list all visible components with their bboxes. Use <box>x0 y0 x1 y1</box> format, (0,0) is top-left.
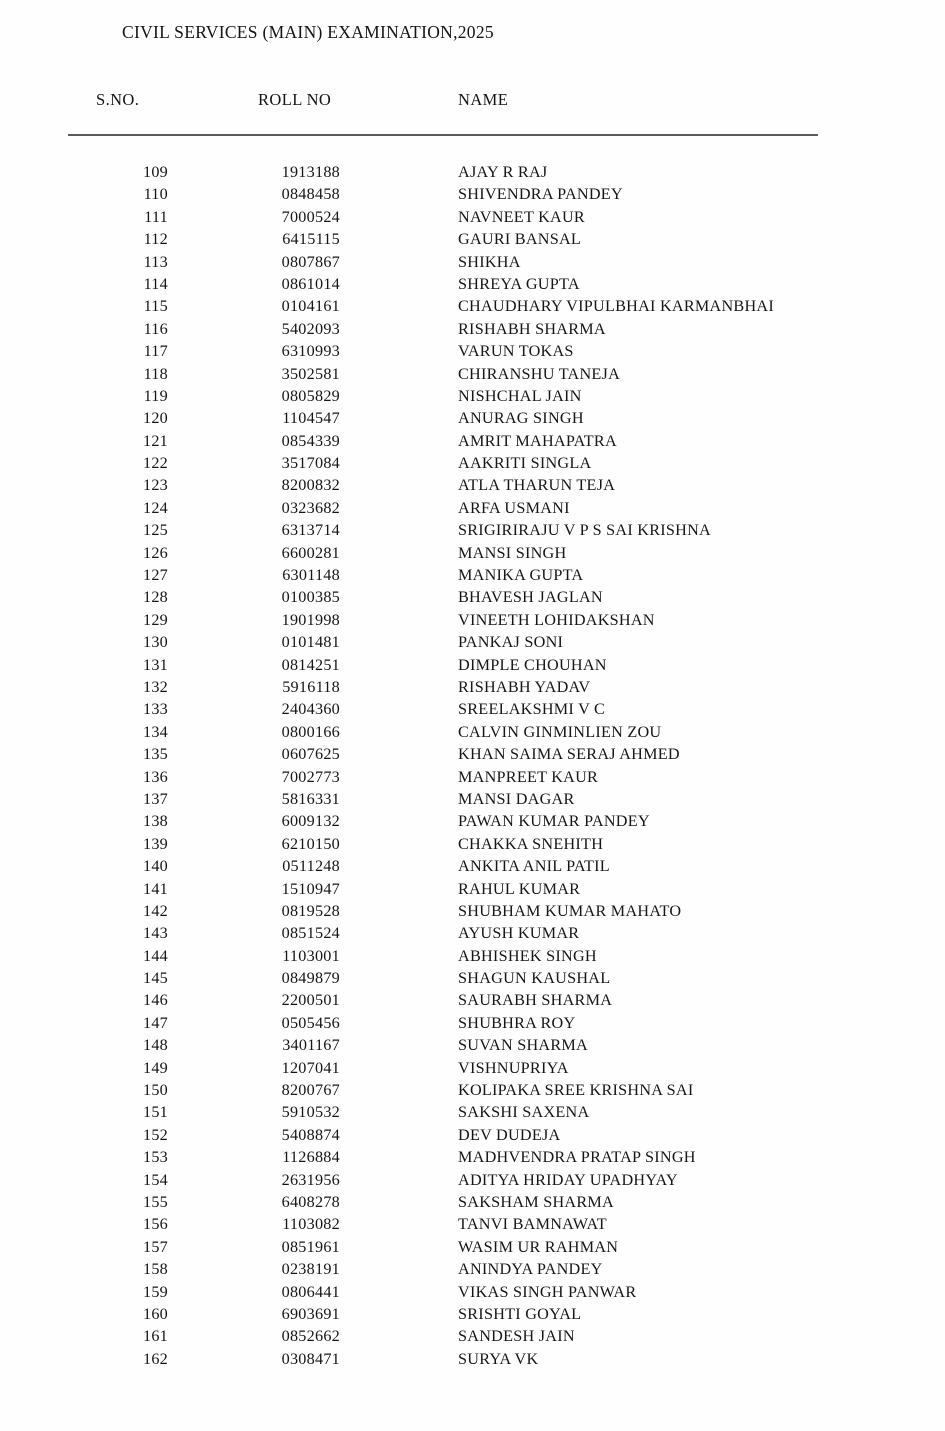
table-row <box>0 1304 945 1326</box>
cell-roll-no: 5408874 <box>281 1125 340 1144</box>
table-row <box>0 565 945 587</box>
cell-sno: 154 <box>142 1170 168 1189</box>
cell-name: BHAVESH JAGLAN <box>458 588 603 607</box>
cell-sno: 135 <box>142 745 168 764</box>
cell-sno: 112 <box>143 230 168 249</box>
table-row <box>0 319 945 341</box>
cell-roll-no: 6415115 <box>282 230 340 249</box>
cell-roll-no: 0849879 <box>281 969 340 988</box>
cell-roll-no: 3517084 <box>281 454 340 473</box>
cell-sno: 113 <box>143 252 168 271</box>
cell-sno: 136 <box>142 767 168 786</box>
cell-name: CHAUDHARY VIPULBHAI KARMANBHAI <box>458 297 774 316</box>
cell-sno: 137 <box>142 789 168 808</box>
cell-roll-no: 1104547 <box>282 409 340 428</box>
cell-roll-no: 1207041 <box>281 1058 340 1077</box>
cell-sno: 147 <box>142 1013 168 1032</box>
cell-roll-no: 0800166 <box>281 722 340 741</box>
table-row <box>0 946 945 968</box>
cell-roll-no: 0100385 <box>281 588 340 607</box>
cell-name: AYUSH KUMAR <box>458 924 580 943</box>
cell-sno: 115 <box>143 297 168 316</box>
table-row <box>0 453 945 475</box>
cell-roll-no: 7000524 <box>281 207 340 226</box>
cell-sno: 159 <box>142 1282 168 1301</box>
cell-sno: 111 <box>144 207 168 226</box>
column-header-sno: S.NO. <box>96 90 140 109</box>
cell-name: SAKSHAM SHARMA <box>458 1192 614 1211</box>
cell-name: SUVAN SHARMA <box>458 1036 588 1055</box>
cell-sno: 141 <box>142 879 168 898</box>
cell-sno: 120 <box>142 409 168 428</box>
table-row <box>0 632 945 654</box>
cell-sno: 114 <box>143 274 168 293</box>
column-header-name: NAME <box>458 90 509 109</box>
cell-name: MANIKA GUPTA <box>458 566 584 585</box>
cell-roll-no: 6210150 <box>281 834 340 853</box>
table-row <box>0 1013 945 1035</box>
table-row <box>0 1125 945 1147</box>
cell-sno: 125 <box>142 521 168 540</box>
table-row <box>0 475 945 497</box>
table-row <box>0 767 945 789</box>
table-row <box>0 744 945 766</box>
cell-roll-no: 6313714 <box>281 521 340 540</box>
cell-name: AMRIT MAHAPATRA <box>458 431 617 450</box>
table-row <box>0 923 945 945</box>
cell-roll-no: 2200501 <box>281 991 340 1010</box>
table-row <box>0 252 945 274</box>
cell-roll-no: 5402093 <box>281 319 340 338</box>
cell-name: SREELAKSHMI V C <box>458 700 606 719</box>
cell-roll-no: 0805829 <box>281 386 340 405</box>
cell-sno: 152 <box>142 1125 168 1144</box>
cell-sno: 117 <box>143 342 168 361</box>
table-row <box>0 162 945 184</box>
page-title: CIVIL SERVICES (MAIN) EXAMINATION,2025 <box>122 22 494 42</box>
cell-sno: 158 <box>142 1260 168 1279</box>
cell-name: ANINDYA PANDEY <box>458 1260 603 1279</box>
cell-sno: 127 <box>142 566 168 585</box>
cell-name: VIKAS SINGH PANWAR <box>458 1282 637 1301</box>
cell-roll-no: 0851961 <box>281 1237 340 1256</box>
cell-name: MANSI DAGAR <box>458 789 575 808</box>
cell-roll-no: 0323682 <box>281 498 340 517</box>
cell-sno: 155 <box>142 1192 168 1211</box>
cell-roll-no: 0308471 <box>281 1349 340 1368</box>
table-row <box>0 1259 945 1281</box>
cell-roll-no: 6310993 <box>281 342 340 361</box>
cell-roll-no: 2404360 <box>281 700 340 719</box>
cell-name: ANKITA ANIL PATIL <box>458 857 610 876</box>
cell-roll-no: 8200832 <box>281 476 340 495</box>
cell-name: RAHUL KUMAR <box>458 879 581 898</box>
cell-sno: 156 <box>142 1215 168 1234</box>
cell-name: CHIRANSHU TANEJA <box>458 364 621 383</box>
cell-sno: 153 <box>142 1148 168 1167</box>
cell-name: DIMPLE CHOUHAN <box>458 655 607 674</box>
cell-roll-no: 6600281 <box>281 543 340 562</box>
cell-name: SAKSHI SAXENA <box>458 1103 590 1122</box>
table-body <box>0 162 945 1371</box>
cell-roll-no: 2631956 <box>281 1170 340 1189</box>
cell-name: SHAGUN KAUSHAL <box>458 969 611 988</box>
cell-name: RISHABH YADAV <box>458 677 591 696</box>
cell-sno: 138 <box>142 812 168 831</box>
table-row <box>0 1237 945 1259</box>
cell-roll-no: 1913188 <box>281 163 340 181</box>
cell-roll-no: 1510947 <box>281 879 340 898</box>
cell-name: KHAN SAIMA SERAJ AHMED <box>458 745 680 764</box>
cell-sno: 126 <box>142 543 168 562</box>
cell-sno: 128 <box>142 588 168 607</box>
cell-name: SURYA VK <box>458 1349 539 1368</box>
cell-roll-no: 0854339 <box>281 431 340 450</box>
cell-roll-no: 1103082 <box>282 1215 340 1234</box>
cell-name: SHUBHRA ROY <box>458 1013 576 1032</box>
cell-roll-no: 0607625 <box>281 745 340 764</box>
table-row <box>0 811 945 833</box>
cell-sno: 162 <box>142 1349 168 1368</box>
cell-sno: 150 <box>142 1081 168 1100</box>
cell-roll-no: 0101481 <box>281 633 340 652</box>
cell-sno: 130 <box>142 633 168 652</box>
cell-sno: 160 <box>142 1304 168 1323</box>
cell-roll-no: 1103001 <box>282 946 340 965</box>
cell-name: ANURAG SINGH <box>458 409 584 428</box>
cell-name: PAWAN KUMAR PANDEY <box>458 812 650 831</box>
cell-roll-no: 0104161 <box>281 297 340 316</box>
table-row <box>0 229 945 251</box>
cell-sno: 144 <box>142 946 168 965</box>
table-row <box>0 296 945 318</box>
cell-roll-no: 0851524 <box>281 924 340 943</box>
cell-roll-no: 0819528 <box>281 901 340 920</box>
table-row <box>0 722 945 744</box>
cell-name: SAURABH SHARMA <box>458 991 613 1010</box>
table-row <box>0 1170 945 1192</box>
cell-roll-no: 6903691 <box>281 1304 340 1323</box>
table-row <box>0 587 945 609</box>
cell-roll-no: 3401167 <box>282 1036 340 1055</box>
cell-sno: 134 <box>142 722 168 741</box>
table-row <box>0 1282 945 1304</box>
cell-roll-no: 5816331 <box>281 789 340 808</box>
table-row <box>0 968 945 990</box>
cell-name: MANSI SINGH <box>458 543 567 562</box>
table-row <box>0 834 945 856</box>
cell-roll-no: 0806441 <box>281 1282 340 1301</box>
cell-sno: 161 <box>142 1327 168 1346</box>
table-row <box>0 901 945 923</box>
cell-roll-no: 0848458 <box>281 185 340 204</box>
cell-name: KOLIPAKA SREE KRISHNA SAI <box>458 1081 694 1100</box>
cell-sno: 110 <box>143 185 168 204</box>
table-row <box>0 677 945 699</box>
column-header-roll-no: ROLL NO <box>258 90 332 109</box>
cell-sno: 140 <box>142 857 168 876</box>
cell-name: ABHISHEK SINGH <box>458 946 597 965</box>
cell-name: ATLA THARUN TEJA <box>458 476 616 495</box>
table-row <box>0 990 945 1012</box>
cell-name: VARUN TOKAS <box>458 342 574 361</box>
cell-sno: 123 <box>142 476 168 495</box>
header-divider <box>68 134 818 136</box>
cell-roll-no: 6301148 <box>282 566 340 585</box>
cell-roll-no: 0238191 <box>281 1260 340 1279</box>
cell-name: AAKRITI SINGLA <box>458 454 592 473</box>
cell-name: CALVIN GINMINLIEN ZOU <box>458 722 662 741</box>
table-row <box>0 543 945 565</box>
cell-sno: 118 <box>143 364 168 383</box>
table-row <box>0 1147 945 1169</box>
table-row <box>0 520 945 542</box>
table-row <box>0 610 945 632</box>
cell-roll-no: 0511248 <box>282 857 340 876</box>
table-header-row <box>0 90 945 116</box>
table-row <box>0 699 945 721</box>
cell-roll-no: 0852662 <box>281 1327 340 1346</box>
cell-sno: 148 <box>142 1036 168 1055</box>
cell-roll-no: 0807867 <box>281 252 340 271</box>
cell-roll-no: 3502581 <box>281 364 340 383</box>
cell-roll-no: 5910532 <box>281 1103 340 1122</box>
table-row <box>0 789 945 811</box>
cell-sno: 124 <box>142 498 168 517</box>
table-row <box>0 207 945 229</box>
cell-sno: 122 <box>142 454 168 473</box>
cell-sno: 121 <box>142 431 168 450</box>
cell-name: DEV DUDEJA <box>458 1125 561 1144</box>
table-row <box>0 655 945 677</box>
cell-sno: 151 <box>142 1103 168 1122</box>
table-row <box>0 1349 945 1371</box>
cell-roll-no: 0505456 <box>281 1013 340 1032</box>
cell-sno: 119 <box>143 386 168 405</box>
table-row <box>0 856 945 878</box>
cell-roll-no: 8200767 <box>281 1081 340 1100</box>
table-row <box>0 184 945 206</box>
cell-roll-no: 0814251 <box>281 655 340 674</box>
cell-name: SRIGIRIRAJU V P S SAI KRISHNA <box>458 521 711 540</box>
cell-name: SHIVENDRA PANDEY <box>458 185 623 204</box>
table-row <box>0 274 945 296</box>
cell-name: NISHCHAL JAIN <box>458 386 582 405</box>
cell-name: TANVI BAMNAWAT <box>458 1215 607 1234</box>
cell-sno: 142 <box>142 901 168 920</box>
cell-sno: 109 <box>142 163 168 181</box>
table-row <box>0 879 945 901</box>
cell-name: MADHVENDRA PRATAP SINGH <box>458 1148 696 1167</box>
cell-name: WASIM UR RAHMAN <box>458 1237 619 1256</box>
cell-name: CHAKKA SNEHITH <box>458 834 604 853</box>
table-row <box>0 1080 945 1102</box>
cell-name: AJAY R RAJ <box>458 163 548 181</box>
cell-sno: 129 <box>142 610 168 629</box>
cell-name: RISHABH SHARMA <box>458 319 606 338</box>
cell-roll-no: 7002773 <box>281 767 340 786</box>
cell-roll-no: 0861014 <box>281 274 340 293</box>
cell-roll-no: 6009132 <box>281 812 340 831</box>
cell-sno: 157 <box>142 1237 168 1256</box>
table-row <box>0 1102 945 1124</box>
cell-sno: 145 <box>142 969 168 988</box>
cell-sno: 133 <box>142 700 168 719</box>
cell-name: VINEETH LOHIDAKSHAN <box>458 610 655 629</box>
table-row <box>0 1192 945 1214</box>
table-row <box>0 498 945 520</box>
cell-name: SRISHTI GOYAL <box>458 1304 582 1323</box>
cell-sno: 149 <box>142 1058 168 1077</box>
cell-sno: 146 <box>142 991 168 1010</box>
cell-name: PANKAJ SONI <box>458 633 564 652</box>
cell-name: MANPREET KAUR <box>458 767 599 786</box>
table-row <box>0 1214 945 1236</box>
cell-sno: 131 <box>142 655 168 674</box>
cell-sno: 116 <box>143 319 168 338</box>
cell-name: NAVNEET KAUR <box>458 207 585 226</box>
table-row <box>0 1058 945 1080</box>
cell-roll-no: 6408278 <box>281 1192 340 1211</box>
table-row <box>0 364 945 386</box>
cell-name: GAURI BANSAL <box>458 230 582 249</box>
table-row <box>0 341 945 363</box>
table-row <box>0 408 945 430</box>
cell-name: ARFA USMANI <box>458 498 570 517</box>
table-row <box>0 1326 945 1348</box>
cell-name: ADITYA HRIDAY UPADHYAY <box>458 1170 678 1189</box>
cell-name: SHREYA GUPTA <box>458 274 580 293</box>
table-row <box>0 386 945 408</box>
cell-name: SANDESH JAIN <box>458 1327 575 1346</box>
cell-sno: 139 <box>142 834 168 853</box>
cell-sno: 132 <box>142 677 168 696</box>
cell-roll-no: 5916118 <box>282 677 340 696</box>
table-row <box>0 1035 945 1057</box>
cell-name: SHUBHAM KUMAR MAHATO <box>458 901 682 920</box>
cell-roll-no: 1901998 <box>281 610 340 629</box>
table-row <box>0 431 945 453</box>
cell-sno: 143 <box>142 924 168 943</box>
cell-name: VISHNUPRIYA <box>458 1058 569 1077</box>
cell-roll-no: 1126884 <box>282 1148 340 1167</box>
cell-name: SHIKHA <box>458 252 521 271</box>
